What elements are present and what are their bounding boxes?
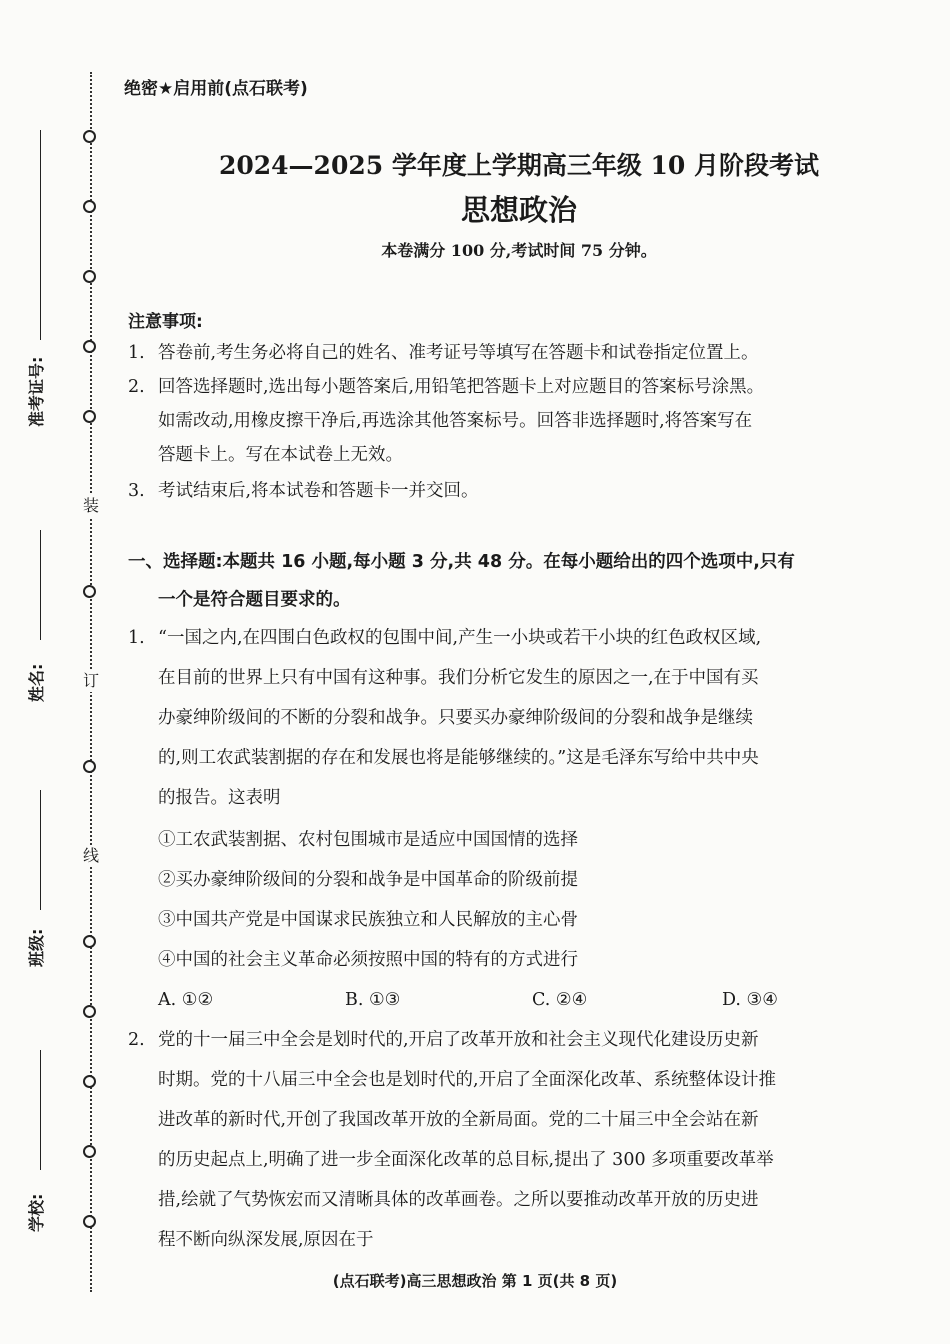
binding-hole-icon	[83, 585, 96, 598]
note-line: 考试结束后,将本试卷和答题卡一并交回。	[158, 481, 479, 501]
note-line: 回答选择题时,选出每小题答案后,用铅笔把答题卡上对应题目的答案标号涂黑。	[158, 377, 765, 397]
binding-hole-icon	[83, 760, 96, 773]
binding-hole-icon	[83, 340, 96, 353]
question-line: 措,绘就了气势恢宏而又清晰具体的改革画卷。之所以要推动改革开放的历史进	[158, 1190, 759, 1210]
binding-hole-icon	[83, 410, 96, 423]
subject-title: 思想政治	[460, 193, 577, 227]
name-label: 姓名:	[27, 663, 46, 702]
question-line: 时期。党的十八届三中全会也是划时代的,开启了全面深化改革、系统整体设计推	[158, 1070, 777, 1090]
binding-hole-icon	[83, 1215, 96, 1228]
binding-hole-icon	[83, 1145, 96, 1158]
note-line: 如需改动,用橡皮擦干净后,再选涂其他答案标号。回答非选择题时,将答案写在	[158, 411, 753, 431]
name-fill-line	[40, 530, 41, 640]
question-line: 程不断向纵深发展,原因在于	[158, 1230, 374, 1250]
binding-hole-icon	[83, 935, 96, 948]
question-line: 进改革的新时代,开创了我国改革开放的全新局面。党的二十届三中全会站在新	[158, 1110, 759, 1130]
binding-hole-icon	[83, 270, 96, 283]
section-line: 一个是符合题目要求的。	[158, 590, 351, 610]
question-number: 1.	[128, 628, 145, 648]
option-c: C. ②④	[532, 990, 588, 1010]
note-number: 2.	[128, 377, 145, 397]
binding-hole-icon	[83, 1005, 96, 1018]
question-line: 的,则工农武装割据的存在和发展也将是能够继续的。”这是毛泽东写给中共中央	[158, 748, 759, 768]
option-b: B. ①③	[345, 990, 401, 1010]
confidential-mark: 绝密★启用前(点石联考)	[124, 79, 308, 99]
note-line: 答卷前,考生务必将自己的姓名、准考证号等填写在答题卡和试卷指定位置上。	[158, 343, 759, 363]
question-number: 2.	[128, 1030, 145, 1050]
statement: ④中国的社会主义革命必须按照中国的特有的方式进行	[158, 950, 578, 970]
question-line: 党的十一届三中全会是划时代的,开启了改革开放和社会主义现代化建设历史新	[158, 1030, 759, 1050]
binding-hole-icon	[83, 1075, 96, 1088]
question-line: “一国之内,在四围白色政权的包围中间,产生一小块或若干小块的红色政权区域,	[158, 628, 762, 648]
binding-hole-icon	[83, 130, 96, 143]
section-line: 一、选择题:本题共 16 小题,每小题 3 分,共 48 分。在每小题给出的四个选项中,只有	[128, 552, 795, 572]
binding-mark-zhuang: 装	[80, 495, 102, 517]
statement: ①工农武装割据、农村包围城市是适应中国国情的选择	[158, 830, 578, 850]
question-line: 的报告。这表明	[158, 788, 281, 808]
option-d: D. ③④	[722, 990, 778, 1010]
exam-title: 2024—2025 学年度上学期高三年级 10 月阶段考试	[218, 151, 820, 180]
exam-meta: 本卷满分 100 分,考试时间 75 分钟。	[381, 241, 657, 260]
statement: ②买办豪绅阶级间的分裂和战争是中国革命的阶级前提	[158, 870, 578, 890]
binding-mark-xian: 线	[80, 845, 102, 867]
statement: ③中国共产党是中国谋求民族独立和人民解放的主心骨	[158, 910, 578, 930]
page-footer: (点石联考)高三思想政治 第 1 页(共 8 页)	[332, 1272, 618, 1290]
note-number: 3.	[128, 481, 145, 501]
option-a: A. ①②	[158, 990, 214, 1010]
exam-id-fill-line	[40, 130, 41, 340]
class-fill-line	[40, 790, 41, 910]
note-number: 1.	[128, 343, 145, 363]
binding-hole-icon	[83, 200, 96, 213]
section-heading	[128, 543, 918, 619]
notes-heading: 注意事项:	[128, 312, 203, 332]
school-fill-line	[40, 1050, 41, 1170]
question-line: 的历史起点上,明确了进一步全面深化改革的总目标,提出了 300 多项重要改革举	[158, 1150, 774, 1170]
exam-id-label: 准考证号:	[27, 356, 46, 427]
class-label: 班级:	[27, 928, 46, 967]
binding-mark-ding: 订	[80, 670, 102, 692]
question-line: 在目前的世界上只有中国有这种事。我们分析它发生的原因之一,在于中国有买	[158, 668, 759, 688]
note-line: 答题卡上。写在本试卷上无效。	[158, 445, 403, 465]
question-line: 办豪绅阶级间的不断的分裂和战争。只要买办豪绅阶级间的分裂和战争是继续	[158, 708, 753, 728]
school-label: 学校:	[27, 1193, 46, 1232]
